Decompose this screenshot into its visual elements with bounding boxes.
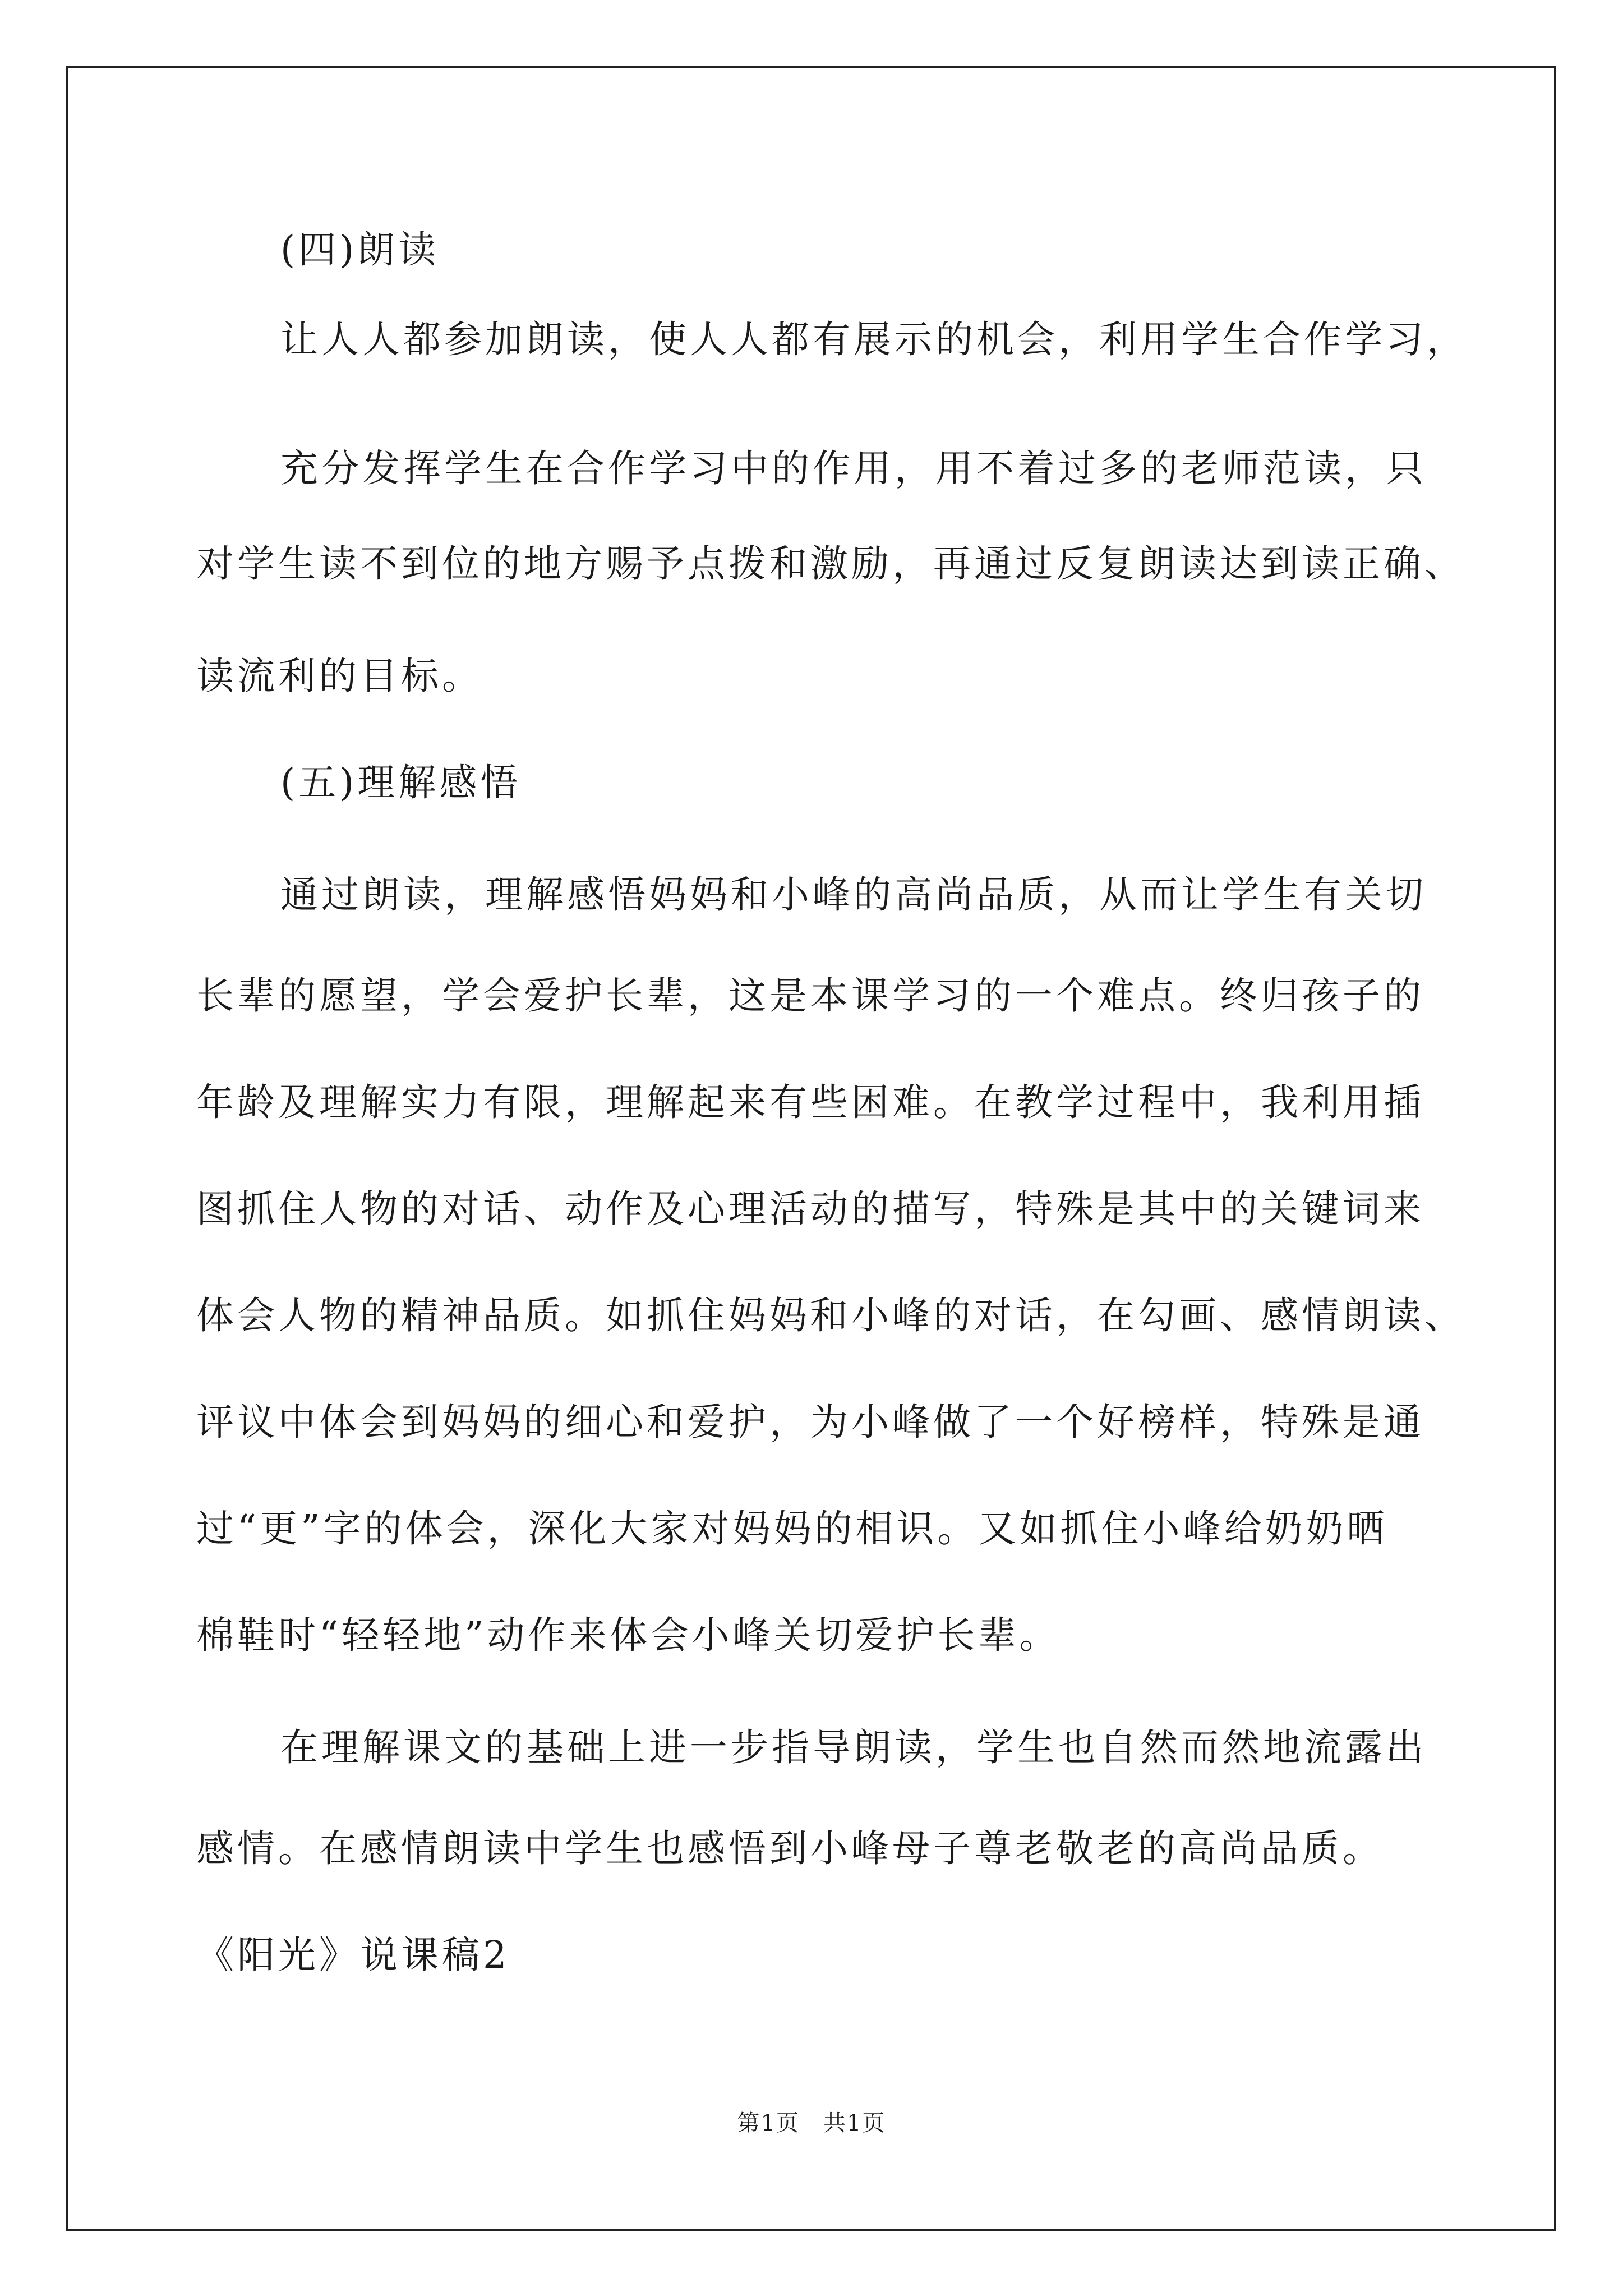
paragraph-line: 读流利的目标。 [196,654,483,698]
page-footer: 第1页 共1页 [737,2110,886,2136]
paragraph-line: 感情。在感情朗读中学生也感悟到小峰母子尊老敬老的高尚品质。 [196,1826,1384,1870]
section-heading-reading: (四)朗读 [280,228,440,272]
paragraph-line: 体会人物的精神品质。如抓住妈妈和小峰的对话，在勾画、感情朗读、 [196,1294,1465,1337]
paragraph-line: 棉鞋时“轻轻地”动作来体会小峰关切爱护长辈。 [196,1613,1061,1657]
paragraph-line: 对学生读不到位的地方赐予点拨和激励，再通过反复朗读达到读正确、 [196,542,1465,586]
paragraph-line: 长辈的愿望，学会爱护长辈，这是本课学习的一个难点。终归孩子的 [196,974,1424,1018]
paragraph-line: 过“更”字的体会，深化大家对妈妈的相识。又如抓住小峰给奶奶晒 [196,1507,1388,1550]
paragraph-line: 通过朗读，理解感悟妈妈和小峰的高尚品质，从而让学生有关切 [280,873,1427,917]
next-section-title: 《阳光》说课稿2 [196,1933,510,1977]
paragraph-line: 评议中体会到妈妈的细心和爱护，为小峰做了一个好榜样，特殊是通 [196,1400,1424,1444]
section-heading-understanding: (五)理解感悟 [280,761,522,804]
paragraph-line: 在理解课文的基础上进一步指导朗读，学生也自然而然地流露出 [280,1726,1427,1769]
page-border [66,66,1556,2231]
paragraph-line: 充分发挥学生在合作学习中的作用，用不着过多的老师范读，只 [280,447,1427,490]
paragraph-line: 图抓住人物的对话、动作及心理活动的描写，特殊是其中的关键词来 [196,1187,1424,1231]
paragraph-line: 让人人都参加朗读，使人人都有展示的机会，利用学生合作学习， [280,318,1468,361]
paragraph-line: 年龄及理解实力有限，理解起来有些困难。在教学过程中，我利用插 [196,1080,1424,1124]
